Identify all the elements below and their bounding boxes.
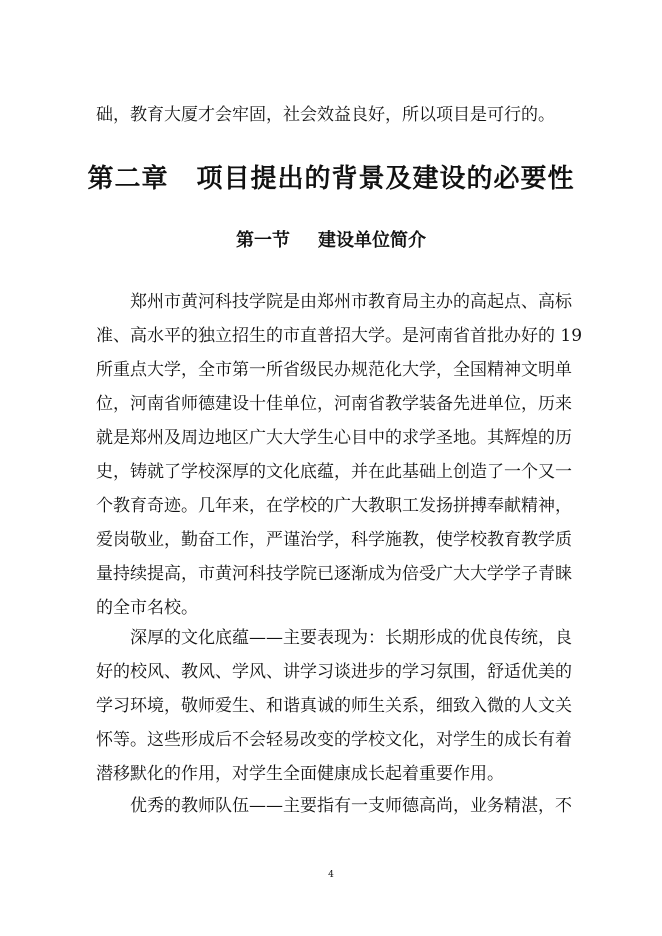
- continued-text-line: 础，教育大厦才会牢固，社会效益良好，所以项目是可行的。: [96, 105, 555, 125]
- paragraph-line: 位，河南省师德建设十佳单位，河南省教学装备先进单位，历来: [96, 394, 572, 414]
- paragraph-line: 好的校风、教风、学风、讲学习谈进步的学习氛围，舒适优美的: [96, 662, 572, 682]
- paragraph-line: 深厚的文化底蕴——主要表现为：长期形成的优良传统，良: [130, 628, 572, 648]
- paragraph-line: 怀等。这些形成后不会轻易改变的学校文化，对学生的成长有着: [96, 730, 572, 750]
- section-title: 建设单位简介: [318, 230, 426, 251]
- paragraph-line: 潜移默化的作用，对学生全面健康成长起着重要作用。: [96, 764, 504, 784]
- paragraph-teaching-staff: [96, 789, 572, 823]
- paragraph-cultural-heritage: [96, 621, 572, 791]
- paragraph-line: 就是郑州及周边地区广大大学生心目中的求学圣地。其辉煌的历: [96, 428, 572, 448]
- paragraph-line: 学习环境，敬师爱生、和谐真诚的师生关系，细致入微的人文关: [96, 696, 572, 716]
- paragraph-line: 郑州市黄河科技学院是由郑州市教育局主办的高起点、高标: [130, 292, 572, 312]
- paragraph-line: 爱岗敬业，勤奋工作，严谨治学，科学施教，使学校教育教学质: [96, 530, 572, 550]
- paragraph-line: 优秀的教师队伍——主要指有一支师德高尚，业务精湛，不: [130, 796, 572, 816]
- paragraph-line: 史，铸就了学校深厚的文化底蕴，并在此基础上创造了一个又一: [96, 462, 572, 482]
- section-number: 第一节: [236, 230, 290, 251]
- paragraph-school-intro: [96, 285, 583, 625]
- chapter-title: 项目提出的背景及建设的必要性: [196, 164, 575, 194]
- paragraph-line: 所重点大学，全市第一所省级民办规范化大学，全国精神文明单: [96, 360, 572, 380]
- chapter-heading: [0, 158, 662, 195]
- paragraph-line: 量持续提高，市黄河科技学院已逐渐成为倍受广大大学学子青睐: [96, 564, 572, 584]
- paragraph-line: 准、高水平的独立招生的市直普招大学。是河南省首批办好的 19: [96, 326, 583, 346]
- page-number: 4: [328, 870, 334, 880]
- paragraph-line: 的全市名校。: [96, 598, 198, 618]
- chapter-number: 第二章: [87, 164, 169, 194]
- section-heading: [0, 226, 662, 252]
- paragraph-line: 个教育奇迹。几年来，在学校的广大教职工发扬拼搏奉献精神，: [96, 496, 572, 516]
